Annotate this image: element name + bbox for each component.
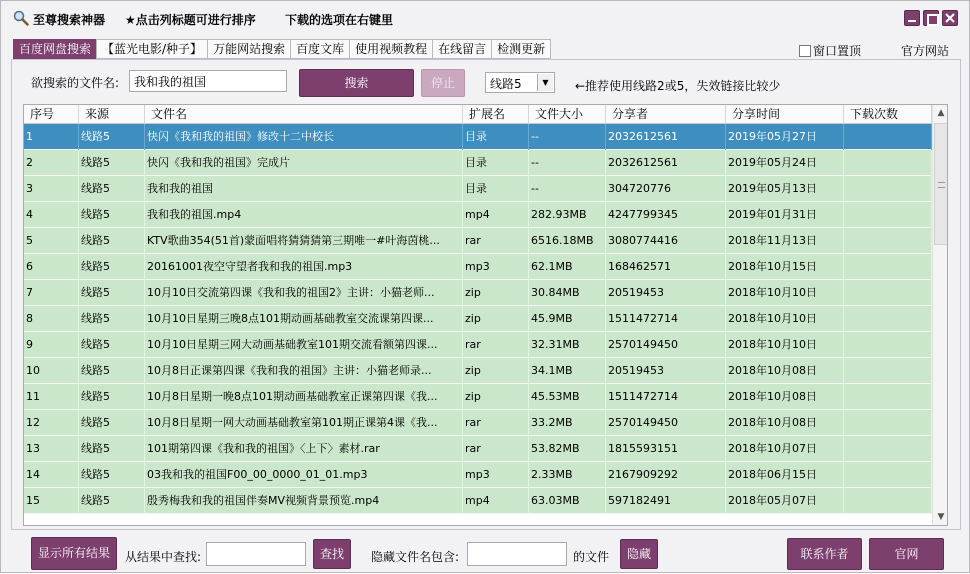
cell-index: 4 — [24, 202, 79, 228]
cell-share-time: 2019年05月27日 — [726, 124, 844, 150]
cell-share-time: 2018年05月07日 — [726, 488, 844, 514]
cell-size: 30.84MB — [529, 280, 606, 306]
results-table — [23, 104, 948, 526]
find-button[interactable]: 查找 — [313, 539, 351, 569]
scroll-up-icon[interactable]: ▲ — [937, 108, 945, 118]
table-row[interactable] — [24, 202, 932, 228]
minimize-icon[interactable] — [904, 10, 920, 26]
cell-index: 15 — [24, 488, 79, 514]
cell-sharer: 2032612561 — [606, 124, 726, 150]
cell-sharer: 1511472714 — [606, 384, 726, 410]
cell-index: 12 — [24, 410, 79, 436]
cell-source: 线路5 — [79, 384, 145, 410]
cell-size: 6516.18MB — [529, 228, 606, 254]
cell-downloads — [844, 358, 932, 384]
cell-downloads — [844, 124, 932, 150]
cell-size: -- — [529, 124, 606, 150]
cell-filename: 殷秀梅我和我的祖国伴奏MV视频背景预览.mp4 — [145, 488, 463, 514]
magnifier-icon — [13, 10, 29, 26]
table-row[interactable] — [24, 176, 932, 202]
cell-share-time: 2019年05月13日 — [726, 176, 844, 202]
table-row[interactable] — [24, 488, 932, 514]
search-input[interactable] — [129, 70, 287, 92]
cell-source: 线路5 — [79, 124, 145, 150]
cell-index: 7 — [24, 280, 79, 306]
cell-share-time: 2018年10月15日 — [726, 254, 844, 280]
cell-downloads — [844, 332, 932, 358]
cell-index: 10 — [24, 358, 79, 384]
cell-sharer: 1815593151 — [606, 436, 726, 462]
cell-index: 14 — [24, 462, 79, 488]
cell-index: 9 — [24, 332, 79, 358]
cell-sharer: 20519453 — [606, 358, 726, 384]
cell-source: 线路5 — [79, 150, 145, 176]
cell-extension: mp4 — [463, 202, 529, 228]
col-filename[interactable]: 文件名 — [145, 105, 463, 124]
tab-baidu-pan[interactable]: 百度网盘搜索 — [13, 39, 96, 59]
cell-source: 线路5 — [79, 254, 145, 280]
table-row[interactable] — [24, 254, 932, 280]
cell-index: 11 — [24, 384, 79, 410]
download-hint: 下载的选项在右键里 — [285, 13, 394, 27]
cell-size: -- — [529, 150, 606, 176]
cell-size: 53.82MB — [529, 436, 606, 462]
cell-size: 62.1MB — [529, 254, 606, 280]
hide-input[interactable] — [467, 542, 567, 566]
sort-hint: ★点击列标题可进行排序 — [125, 13, 256, 27]
tab-baidu-wenku[interactable]: 百度文库 — [290, 39, 349, 59]
cell-filename: 快闪《我和我的祖国》完成片 — [145, 150, 463, 176]
col-extension[interactable]: 扩展名 — [463, 105, 529, 124]
cell-sharer: 2167909292 — [606, 462, 726, 488]
cell-share-time: 2018年10月10日 — [726, 280, 844, 306]
col-sharer[interactable]: 分享者 — [606, 105, 726, 124]
cell-filename: 10月10日交流第四课《我和我的祖国2》主讲：小猫老师... — [145, 280, 463, 306]
cell-source: 线路5 — [79, 202, 145, 228]
cell-extension: zip — [463, 280, 529, 306]
cell-extension: mp3 — [463, 254, 529, 280]
topmost-label: 窗口置顶 — [813, 44, 862, 58]
cell-sharer: 1511472714 — [606, 306, 726, 332]
hide-button[interactable]: 隐藏 — [620, 539, 658, 569]
official-site-button[interactable]: 官网 — [869, 538, 944, 570]
cell-extension: zip — [463, 384, 529, 410]
table-row[interactable] — [24, 462, 932, 488]
cell-downloads — [844, 280, 932, 306]
grip-icon — [938, 182, 945, 188]
cell-filename: 20161001夜空守望者我和我的祖国.mp3 — [145, 254, 463, 280]
cell-source: 线路5 — [79, 306, 145, 332]
cell-index: 3 — [24, 176, 79, 202]
cell-source: 线路5 — [79, 436, 145, 462]
cell-size: 45.9MB — [529, 306, 606, 332]
cell-extension: 目录 — [463, 176, 529, 202]
cell-share-time: 2018年10月08日 — [726, 358, 844, 384]
cell-source: 线路5 — [79, 228, 145, 254]
cell-source: 线路5 — [79, 176, 145, 202]
cell-downloads — [844, 488, 932, 514]
cell-extension: zip — [463, 306, 529, 332]
route-select[interactable] — [485, 72, 555, 93]
route-value: 线路5 — [490, 77, 522, 91]
route-hint: ←推荐使用线路2或5，失效链接比较少 — [575, 79, 781, 93]
cell-source: 线路5 — [79, 280, 145, 306]
table-header — [24, 105, 932, 124]
cell-source: 线路5 — [79, 462, 145, 488]
cell-index: 13 — [24, 436, 79, 462]
cell-filename: 10月10日星期三网大动画基础教室101期交流看额第四课... — [145, 332, 463, 358]
vertical-scrollbar[interactable] — [932, 105, 948, 525]
tab-web-search[interactable]: 万能网站搜索 — [207, 39, 290, 59]
cell-downloads — [844, 228, 932, 254]
bottom-toolbar — [1, 530, 969, 574]
cell-size: 33.2MB — [529, 410, 606, 436]
stop-button[interactable]: 停止 — [421, 69, 465, 97]
col-downloads[interactable]: 下载次数 — [844, 105, 932, 124]
cell-filename: 10月8日星期一网大动画基础教室第101期正课第4课《我... — [145, 410, 463, 436]
cell-size: 32.31MB — [529, 332, 606, 358]
cell-sharer: 168462571 — [606, 254, 726, 280]
chevron-down-icon[interactable]: ▼ — [537, 74, 553, 91]
cell-share-time: 2018年10月08日 — [726, 384, 844, 410]
cell-extension: rar — [463, 332, 529, 358]
cell-size: 282.93MB — [529, 202, 606, 228]
title-bar — [1, 1, 969, 35]
cell-size: 63.03MB — [529, 488, 606, 514]
hide-label: 隐藏文件名包含: — [371, 550, 460, 564]
app-title: 至尊搜索神器 — [33, 13, 106, 27]
cell-index: 5 — [24, 228, 79, 254]
cell-downloads — [844, 254, 932, 280]
show-all-button[interactable]: 显示所有结果 — [31, 537, 117, 570]
tab-bluray[interactable]: 【蓝光电影/种子】 — [96, 39, 207, 59]
cell-filename: 快闪《我和我的祖国》修改十二中校长 — [145, 124, 463, 150]
scrollbar-thumb[interactable] — [934, 123, 948, 245]
cell-size: 2.33MB — [529, 462, 606, 488]
cell-downloads — [844, 306, 932, 332]
cell-source: 线路5 — [79, 410, 145, 436]
cell-extension: mp4 — [463, 488, 529, 514]
cell-sharer: 597182491 — [606, 488, 726, 514]
cell-filename: 我和我的祖国.mp4 — [145, 202, 463, 228]
tab-check-update[interactable]: 检测更新 — [491, 39, 551, 59]
cell-sharer: 304720776 — [606, 176, 726, 202]
contact-author-button[interactable]: 联系作者 — [787, 538, 862, 570]
filter-label: 从结果中查找: — [125, 550, 202, 564]
table-row[interactable] — [24, 436, 932, 462]
cell-share-time: 2018年11月13日 — [726, 228, 844, 254]
cell-extension: rar — [463, 436, 529, 462]
cell-sharer: 4247799345 — [606, 202, 726, 228]
col-source[interactable]: 来源 — [79, 105, 145, 124]
cell-share-time: 2018年10月07日 — [726, 436, 844, 462]
cell-downloads — [844, 410, 932, 436]
col-size[interactable]: 文件大小 — [529, 105, 606, 124]
cell-share-time: 2018年06月15日 — [726, 462, 844, 488]
cell-filename: 我和我的祖国 — [145, 176, 463, 202]
close-icon[interactable] — [942, 10, 958, 26]
cell-extension: zip — [463, 358, 529, 384]
col-index[interactable]: 序号 — [24, 105, 79, 124]
cell-source: 线路5 — [79, 488, 145, 514]
table-row[interactable] — [24, 228, 932, 254]
cell-extension: 目录 — [463, 124, 529, 150]
cell-extension: rar — [463, 410, 529, 436]
cell-index: 6 — [24, 254, 79, 280]
cell-filename: 101期第四课《我和我的祖国》〈上下〉素材.rar — [145, 436, 463, 462]
cell-sharer: 20519453 — [606, 280, 726, 306]
tab-video-tutorial[interactable]: 使用视频教程 — [349, 39, 432, 59]
table-row[interactable] — [24, 384, 932, 410]
cell-index: 2 — [24, 150, 79, 176]
search-label: 欲搜索的文件名: — [31, 76, 120, 90]
cell-size: -- — [529, 176, 606, 202]
cell-downloads — [844, 176, 932, 202]
search-button[interactable]: 搜索 — [299, 69, 414, 97]
cell-share-time: 2019年05月24日 — [726, 150, 844, 176]
cell-size: 34.1MB — [529, 358, 606, 384]
official-site-link[interactable]: 官方网站 — [901, 44, 950, 58]
cell-sharer: 3080774416 — [606, 228, 726, 254]
cell-downloads — [844, 150, 932, 176]
filter-input[interactable] — [206, 542, 306, 566]
table-row[interactable] — [24, 124, 932, 150]
table-row[interactable] — [24, 280, 932, 306]
cell-filename: 03我和我的祖国F00_00_0000_01_01.mp3 — [145, 462, 463, 488]
table-row[interactable] — [24, 150, 932, 176]
suffix-label: 的文件 — [573, 550, 610, 564]
cell-share-time: 2019年01月31日 — [726, 202, 844, 228]
cell-size: 45.53MB — [529, 384, 606, 410]
cell-filename: 10月8日星期一晚8点101期动画基础教室正课第四课《我... — [145, 384, 463, 410]
cell-extension: 目录 — [463, 150, 529, 176]
cell-filename: 10月10日星期三晚8点101期动画基础教室交流课第四课... — [145, 306, 463, 332]
col-share-time[interactable]: 分享时间 — [726, 105, 844, 124]
tab-message[interactable]: 在线留言 — [432, 39, 491, 59]
table-row[interactable] — [24, 358, 932, 384]
cell-share-time: 2018年10月10日 — [726, 332, 844, 358]
cell-downloads — [844, 384, 932, 410]
cell-sharer: 2570149450 — [606, 410, 726, 436]
cell-sharer: 2570149450 — [606, 332, 726, 358]
table-row[interactable] — [24, 306, 932, 332]
cell-downloads — [844, 436, 932, 462]
cell-source: 线路5 — [79, 358, 145, 384]
cell-sharer: 2032612561 — [606, 150, 726, 176]
cell-extension: mp3 — [463, 462, 529, 488]
cell-filename: 10月8日正课第四课《我和我的祖国》主讲：小猫老师录... — [145, 358, 463, 384]
cell-extension: rar — [463, 228, 529, 254]
cell-downloads — [844, 202, 932, 228]
cell-filename: KTV歌曲354(51首)蒙面唱将猜猜猜第三期唯一#叶海茵桃... — [145, 228, 463, 254]
scroll-down-icon[interactable]: ▼ — [937, 512, 945, 522]
topmost-checkbox[interactable] — [799, 42, 861, 59]
table-row[interactable] — [24, 332, 932, 358]
cell-index: 1 — [24, 124, 79, 150]
cell-share-time: 2018年10月08日 — [726, 410, 844, 436]
cell-downloads — [844, 462, 932, 488]
tab-bar — [13, 39, 551, 59]
cell-share-time: 2018年10月10日 — [726, 306, 844, 332]
checkbox-box[interactable] — [799, 45, 811, 57]
cell-index: 8 — [24, 306, 79, 332]
maximize-icon[interactable] — [923, 10, 939, 26]
cell-source: 线路5 — [79, 332, 145, 358]
table-row[interactable] — [24, 410, 932, 436]
